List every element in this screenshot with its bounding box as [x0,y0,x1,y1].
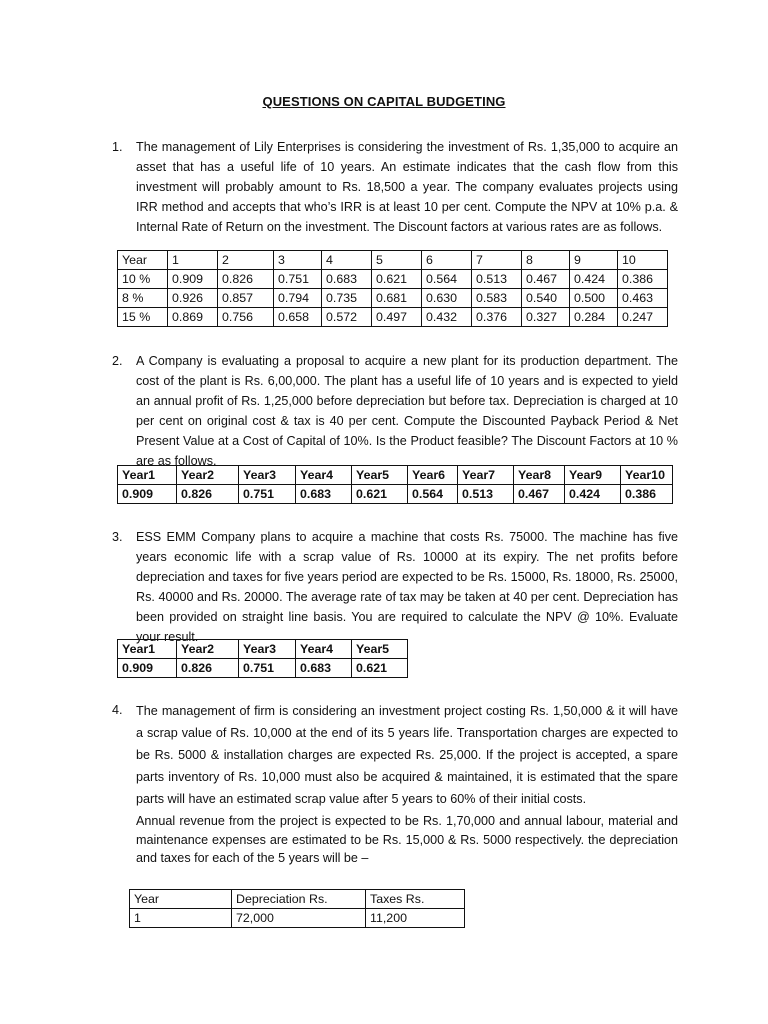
question-number: 3. [112,530,123,544]
table-cell: 0.621 [352,659,408,678]
table-cell: 0.583 [472,289,522,308]
table-cell: 0.826 [177,659,239,678]
table-cell: Year1 [118,640,177,659]
table-cell: Year2 [177,640,239,659]
table-cell: Year8 [514,466,565,485]
question-number: 2. [112,354,123,368]
table-cell: Year7 [458,466,514,485]
table-cell: 0.681 [372,289,422,308]
table-cell: 8 [522,251,570,270]
table-cell: 0.572 [322,308,372,327]
question-1 [112,137,678,237]
table-row [118,659,408,678]
question-text-continued: Annual revenue from the project is expected to be Rs. 1,70,000 and annual labour, material and maintenance expenses are estimated to be Rs. 15,000 & Rs. 5000 respectively. the depreciation and taxes for each of the 5 years will be – [136,814,678,865]
depreciation-taxes-table [129,889,465,928]
question-4 [112,700,678,868]
table-cell: Year4 [296,466,352,485]
table-cell: 0.909 [168,270,218,289]
table-cell: 0.869 [168,308,218,327]
table-cell: 0.513 [458,485,514,504]
table-cell: 0.327 [522,308,570,327]
table-cell: Year2 [177,466,239,485]
table-cell: Year3 [239,640,296,659]
table-cell: 0.658 [274,308,322,327]
question-3 [112,527,678,647]
table-cell: 0.926 [168,289,218,308]
table-cell: Depreciation Rs. [232,890,366,909]
table-cell: 0.564 [408,485,458,504]
table-cell: 0.463 [618,289,668,308]
table-cell: 0.826 [177,485,239,504]
question-number: 4. [112,703,123,717]
table-row [130,909,465,928]
table-cell: 0.500 [570,289,618,308]
table-cell: 15 % [118,308,168,327]
table-cell: Year6 [408,466,458,485]
table-cell: Year10 [621,466,673,485]
table-cell: 72,000 [232,909,366,928]
table-cell: 10 [618,251,668,270]
table-header-row [118,466,673,485]
table-cell: 0.857 [218,289,274,308]
table-cell: 1 [168,251,218,270]
table-cell: 0.513 [472,270,522,289]
question-2 [112,351,678,471]
discount-factor-table-1 [117,250,668,327]
table-cell: 7 [472,251,522,270]
table-cell: 1 [130,909,232,928]
table-cell: 8 % [118,289,168,308]
table-header-row [130,890,465,909]
table-row [118,308,668,327]
table-cell: 10 % [118,270,168,289]
table-cell: 0.386 [618,270,668,289]
table-cell: 0.376 [472,308,522,327]
table-cell: 0.826 [218,270,274,289]
table-cell: Year9 [565,466,621,485]
table-cell: Year [130,890,232,909]
table-cell: 0.467 [522,270,570,289]
table-cell: 0.751 [239,659,296,678]
table-cell: 0.621 [372,270,422,289]
table-cell: 0.683 [296,485,352,504]
table-cell: 5 [372,251,422,270]
table-row [118,485,673,504]
table-cell: 0.424 [570,270,618,289]
table-cell: Year5 [352,466,408,485]
table-cell: 0.683 [322,270,372,289]
discount-factor-table-3 [117,639,408,678]
table-cell: 0.683 [296,659,352,678]
table-cell: 2 [218,251,274,270]
question-text: The management of Lily Enterprises is considering the investment of Rs. 1,35,000 to acquire an asset that has a useful life of 10 years. An estimate indicates that the cash flow from this investment will probably amount to Rs. 18,500 a year. The company evaluates projects using IRR method and accepts that who’s IRR is at least 10 per cent. Compute the NPV at 10% p.a. & Internal Rate of Return on the investment. The Discount factors at various rates are as follows. [136,140,678,234]
table-cell: 0.621 [352,485,408,504]
table-cell: 0.424 [565,485,621,504]
question-text: ESS EMM Company plans to acquire a machine that costs Rs. 75000. The machine has five years economic life with a scrap value of Rs. 10000 at its expiry. The net profits before depreciation and taxes for five years period are expected to be Rs. 15000, Rs. 18000, Rs. 25000, Rs. 40000 and Rs. 20000. The average rate of tax may be taken at 40 per cent. Depreciation has been provided on straight line basis. You are required to calculate the NPV @ 10%. Evaluate your result. [136,530,678,644]
page-title: QUESTIONS ON CAPITAL BUDGETING [262,94,506,109]
table-cell: 0.909 [118,659,177,678]
table-cell: 0.432 [422,308,472,327]
table-cell: 0.751 [274,270,322,289]
table-cell: 0.751 [239,485,296,504]
table-cell: 0.540 [522,289,570,308]
table-cell: 0.630 [422,289,472,308]
table-cell: 0.564 [422,270,472,289]
table-row [118,270,668,289]
table-cell: 0.386 [621,485,673,504]
table-cell: Year5 [352,640,408,659]
table-header-row [118,251,668,270]
table-cell: 9 [570,251,618,270]
table-cell: 0.756 [218,308,274,327]
table-cell: Year [118,251,168,270]
table-cell: 0.909 [118,485,177,504]
table-cell: 0.497 [372,308,422,327]
table-cell: Year3 [239,466,296,485]
table-cell: 0.735 [322,289,372,308]
discount-factor-table-2 [117,465,673,504]
table-cell: 0.247 [618,308,668,327]
table-cell: 11,200 [366,909,465,928]
table-cell: 0.467 [514,485,565,504]
table-cell: 6 [422,251,472,270]
table-cell: Taxes Rs. [366,890,465,909]
question-number: 1. [112,140,123,154]
table-row [118,289,668,308]
table-cell: Year4 [296,640,352,659]
table-cell: Year1 [118,466,177,485]
question-text: The management of firm is considering an investment project costing Rs. 1,50,000 & it will have a scrap value of Rs. 10,000 at the end of its 5 years life. Transportation charges are expected to be Rs. 5000 & installation charges are expected Rs. 25,000. If the project is accepted, a spare parts inventory of Rs. 10,000 must also be acquired & maintained, it is estimated that the spare parts will have an estimated scrap value after 5 years to 60% of their initial costs. [136,704,678,806]
table-cell: 0.284 [570,308,618,327]
table-cell: 3 [274,251,322,270]
question-text: A Company is evaluating a proposal to acquire a new plant for its production department. The cost of the plant is Rs. 6,00,000. The plant has a useful life of 10 years and is expected to yield an annual profit of Rs. 1,25,000 before depreciation but before tax. Depreciation is charged at 10 per cent on original cost & tax is 40 per cent. Compute the Discounted Payback Period & Net Present Value at a Cost of Capital of 10%. Is the Product feasible? The Discount Factors at 10 % are as follows. [136,354,678,468]
table-header-row [118,640,408,659]
table-cell: 0.794 [274,289,322,308]
table-cell: 4 [322,251,372,270]
